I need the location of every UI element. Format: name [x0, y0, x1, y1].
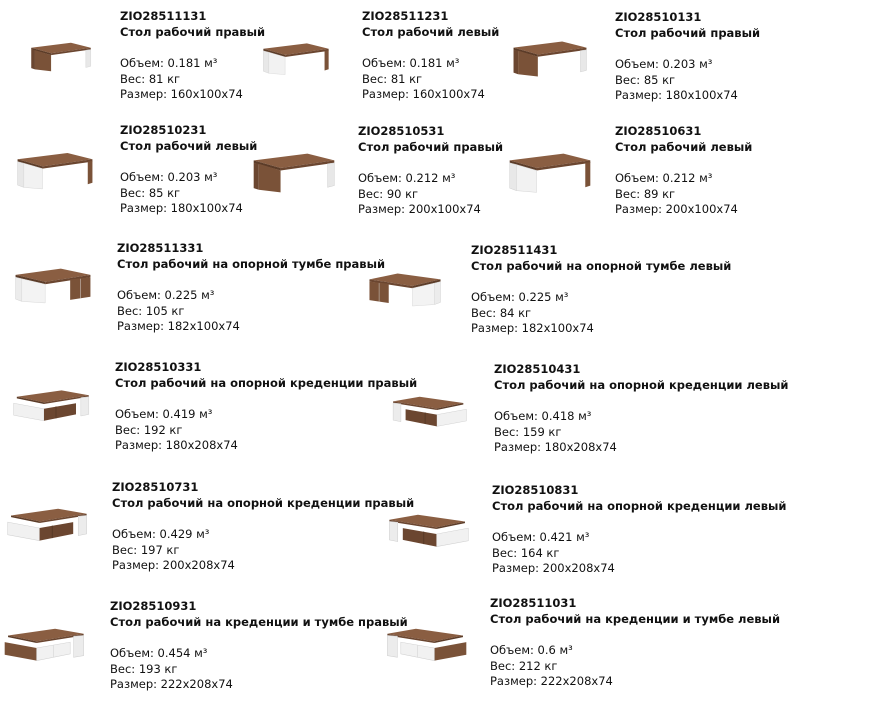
product-size: Размер: 182x100x74 [117, 319, 240, 333]
product-code: ZIO28510531 [358, 124, 445, 138]
product-weight: Вес: 90 кг [358, 186, 419, 201]
product-name: Стол рабочий на опорной тумбе правый [117, 256, 386, 271]
product-volume: Объем: 0.225 м³ [117, 288, 215, 302]
product-volume: Объем: 0.203 м³ [615, 57, 713, 71]
product-size: Размер: 160x100x74 [120, 87, 243, 101]
product-name: Стол рабочий левый [120, 138, 258, 153]
product-item [490, 596, 780, 690]
product-code: ZIO28510931 [110, 599, 197, 613]
desk-right-icon [252, 152, 336, 194]
product-volume: Объем: 0.454 м³ [110, 646, 208, 660]
product-size: Размер: 200x208x74 [112, 558, 235, 572]
product-weight: Вес: 81 кг [120, 71, 181, 86]
product-item [115, 360, 417, 454]
product-item [112, 480, 414, 574]
product-weight: Вес: 89 кг [615, 186, 676, 201]
product-size: Размер: 180x100x74 [615, 88, 738, 102]
product-size: Размер: 222x208x74 [110, 677, 233, 691]
desk-pedestal-right-icon [14, 264, 92, 306]
product-code: ZIO28510731 [112, 480, 199, 494]
product-size: Размер: 200x100x74 [615, 202, 738, 216]
product-weight: Вес: 192 кг [115, 422, 183, 437]
product-name: Стол рабочий на опорной тумбе левый [471, 258, 732, 273]
product-name: Стол рабочий левый [362, 24, 500, 39]
desk-left-icon [262, 38, 330, 80]
product-weight: Вес: 84 кг [471, 305, 532, 320]
product-code: ZIO28510231 [120, 123, 207, 137]
product-code: ZIO28511131 [120, 9, 207, 23]
product-item [492, 483, 786, 577]
product-code: ZIO28510131 [615, 10, 702, 24]
product-item [615, 124, 752, 218]
product-size: Размер: 160x100x74 [362, 87, 485, 101]
product-size: Размер: 222x208x74 [490, 674, 613, 688]
desk-credenza-right-icon [12, 384, 92, 424]
product-item [615, 10, 760, 104]
product-item [362, 9, 499, 103]
product-volume: Объем: 0.429 м³ [112, 527, 210, 541]
product-name: Стол рабочий на опорной креденции правый [115, 375, 418, 390]
product-weight: Вес: 197 кг [112, 542, 180, 557]
product-size: Размер: 180x208x74 [115, 438, 238, 452]
product-name: Стол рабочий на креденции и тумбе правый [110, 614, 408, 629]
desk-left-icon [16, 150, 94, 192]
product-size: Размер: 200x100x74 [358, 202, 481, 216]
product-weight: Вес: 159 кг [494, 424, 562, 439]
product-code: ZIO28511431 [471, 243, 558, 257]
product-code: ZIO28510331 [115, 360, 202, 374]
product-code: ZIO28510431 [494, 362, 581, 376]
product-size: Размер: 182x100x74 [471, 321, 594, 335]
product-volume: Объем: 0.225 м³ [471, 290, 569, 304]
product-size: Размер: 200x208x74 [492, 561, 615, 575]
product-weight: Вес: 212 кг [490, 658, 558, 673]
product-item [494, 362, 788, 456]
product-volume: Объем: 0.181 м³ [120, 56, 218, 70]
product-volume: Объем: 0.421 м³ [492, 530, 590, 544]
product-weight: Вес: 85 кг [615, 72, 676, 87]
product-item [120, 9, 265, 103]
product-code: ZIO28510831 [492, 483, 579, 497]
desk-pedestal-left-icon [368, 268, 442, 310]
product-item [358, 124, 503, 218]
product-item [110, 599, 408, 693]
product-volume: Объем: 0.212 м³ [615, 171, 713, 185]
desk-credenza-left-icon [386, 508, 470, 550]
product-weight: Вес: 81 кг [362, 71, 423, 86]
product-name: Стол рабочий на креденции и тумбе левый [490, 611, 781, 626]
product-item [117, 241, 385, 335]
product-name: Стол рабочий на опорной креденции правый [112, 495, 415, 510]
product-code: ZIO28510631 [615, 124, 702, 138]
product-code: ZIO28511331 [117, 241, 204, 255]
product-volume: Объем: 0.418 м³ [494, 409, 592, 423]
product-name: Стол рабочий правый [358, 139, 504, 154]
desk-left-icon [508, 152, 592, 194]
product-volume: Объем: 0.212 м³ [358, 171, 456, 185]
product-volume: Объем: 0.6 м³ [490, 643, 573, 657]
product-weight: Вес: 105 кг [117, 303, 185, 318]
product-name: Стол рабочий левый [615, 139, 753, 154]
product-name: Стол рабочий правый [120, 24, 266, 39]
desk-credenza-left-icon [390, 390, 468, 430]
product-weight: Вес: 85 кг [120, 185, 181, 200]
product-size: Размер: 180x100x74 [120, 201, 243, 215]
product-volume: Объем: 0.181 м³ [362, 56, 460, 70]
desk-right-icon [512, 38, 588, 80]
product-code: ZIO28511031 [490, 596, 577, 610]
product-volume: Объем: 0.203 м³ [120, 170, 218, 184]
desk-credenza-pedestal-right-icon [2, 622, 88, 664]
desk-right-icon [30, 36, 92, 78]
product-weight: Вес: 164 кг [492, 545, 560, 560]
product-name: Стол рабочий на опорной креденции левый [494, 377, 789, 392]
product-name: Стол рабочий на опорной креденции левый [492, 498, 787, 513]
product-volume: Объем: 0.419 м³ [115, 407, 213, 421]
product-item [120, 123, 257, 217]
product-code: ZIO28511231 [362, 9, 449, 23]
desk-credenza-pedestal-left-icon [384, 622, 468, 664]
product-weight: Вес: 193 кг [110, 661, 178, 676]
desk-credenza-right-icon [6, 502, 90, 544]
product-item [471, 243, 731, 337]
product-size: Размер: 180x208x74 [494, 440, 617, 454]
product-name: Стол рабочий правый [615, 25, 761, 40]
